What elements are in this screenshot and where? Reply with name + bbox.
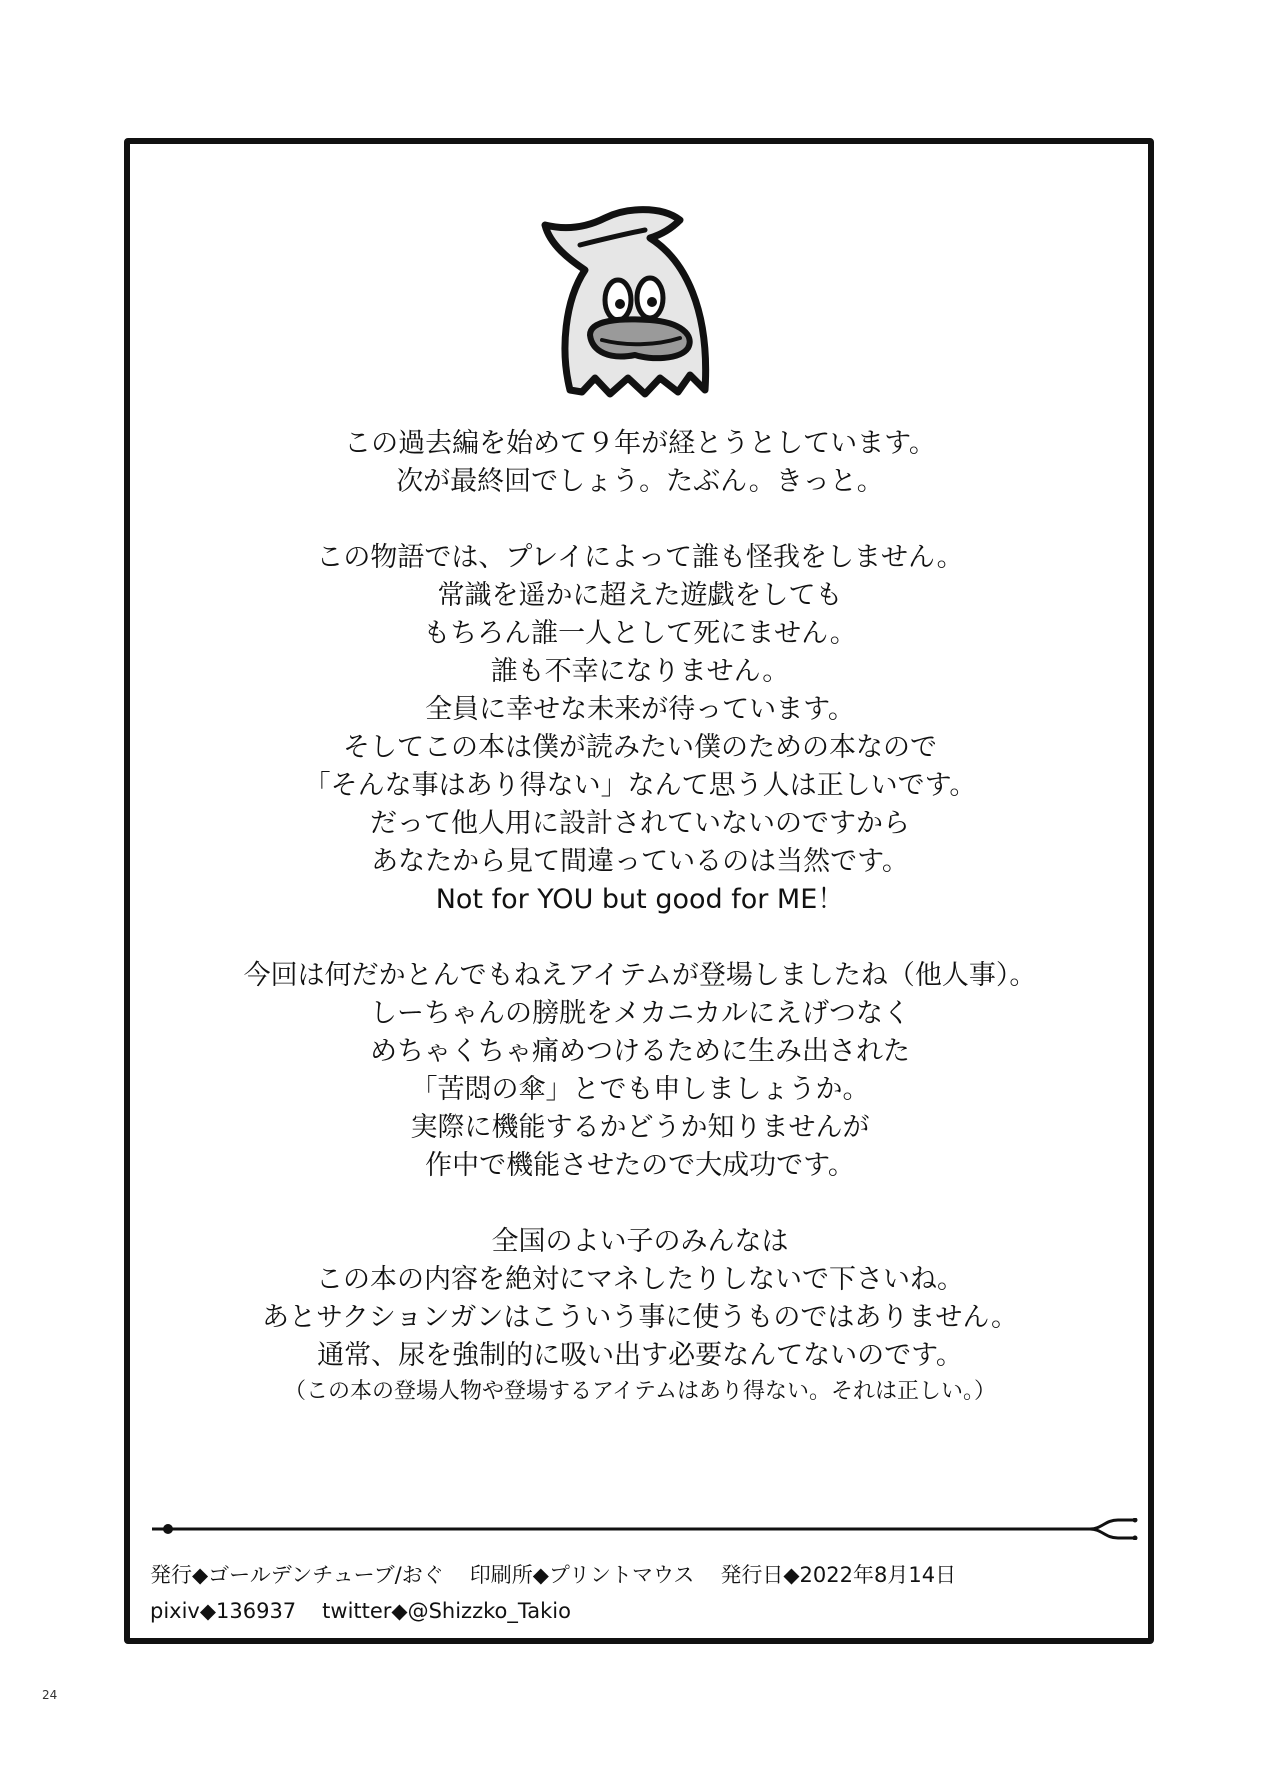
publisher-credit: 発行◆ゴールデンチューブ/おぐ xyxy=(150,1563,444,1587)
colophon-row xyxy=(150,1557,1130,1593)
afterword-paragraph xyxy=(160,425,1120,501)
pixiv-id: pixiv◆136937 xyxy=(150,1599,297,1623)
afterword-text xyxy=(160,425,1120,1447)
afterword-line: 「そんな事はあり得ない」なんて思う人は正しいです。 xyxy=(303,770,977,801)
afterword-line: Not for YOU but good for ME！ xyxy=(435,884,845,915)
colophon xyxy=(150,1557,1130,1629)
ornamental-divider xyxy=(150,1518,1140,1540)
afterword-note: （この本の登場人物や登場するアイテムはあり得ない。それは正しい。） xyxy=(284,1379,996,1404)
afterword-line: この物語では、プレイによって誰も怪我をしません。 xyxy=(316,542,964,573)
afterword-line: あなたから見て間違っているのは当然です。 xyxy=(371,846,909,877)
afterword-line: そしてこの本は僕が読みたい僕のための本なので xyxy=(343,732,937,763)
afterword-line: 通常、尿を強制的に吸い出す必要なんてないのです。 xyxy=(317,1340,963,1371)
colophon-row xyxy=(150,1593,1130,1629)
afterword-line: だって他人用に設計されていないのですから xyxy=(370,808,910,839)
afterword-line: しーちゃんの膀胱をメカニカルにえげつなく xyxy=(370,998,910,1029)
afterword-line: 「苦悶の傘」とでも申しましょうか。 xyxy=(410,1074,870,1105)
afterword-line: 次が最終回でしょう。たぶん。きっと。 xyxy=(396,466,884,497)
afterword-line: 実際に機能するかどうか知りませんが xyxy=(410,1112,870,1143)
afterword-line: 常識を遥かに超えた遊戯をしても xyxy=(437,580,843,611)
afterword-line: もちろん誰一人として死にません。 xyxy=(423,618,857,649)
afterword-line: 全国のよい子のみんなは xyxy=(491,1226,789,1257)
afterword-line: この過去編を始めて９年が経とうとしています。 xyxy=(344,428,936,459)
afterword-line: めちゃくちゃ痛めつけるために生み出された xyxy=(370,1036,910,1067)
afterword-line: この本の内容を絶対にマネしたりしないで下さいね。 xyxy=(316,1264,964,1295)
afterword-line: 誰も不幸になりません。 xyxy=(490,656,790,687)
page-number: 24 xyxy=(42,1688,58,1702)
afterword-paragraph xyxy=(160,957,1120,1185)
afterword-paragraph xyxy=(160,539,1120,919)
twitter-handle: twitter◆@Shizzko_Takio xyxy=(322,1599,571,1623)
afterword-line: 全員に幸せな未来が待っています。 xyxy=(425,694,855,725)
publish-date: 発行日◆2022年8月14日 xyxy=(720,1563,957,1587)
afterword-line: あとサクションガンはこういう事に使うものではありません。 xyxy=(262,1302,1018,1333)
afterword-line: 今回は何だかとんでもねえアイテムが登場しましたね（他人事）。 xyxy=(243,960,1037,991)
printer-credit: 印刷所◆プリントマウス xyxy=(469,1563,695,1587)
afterword-paragraph xyxy=(160,1223,1120,1409)
ghost-duck-mascot-icon xyxy=(510,200,730,400)
afterword-line: 作中で機能させたので大成功です。 xyxy=(425,1150,855,1181)
